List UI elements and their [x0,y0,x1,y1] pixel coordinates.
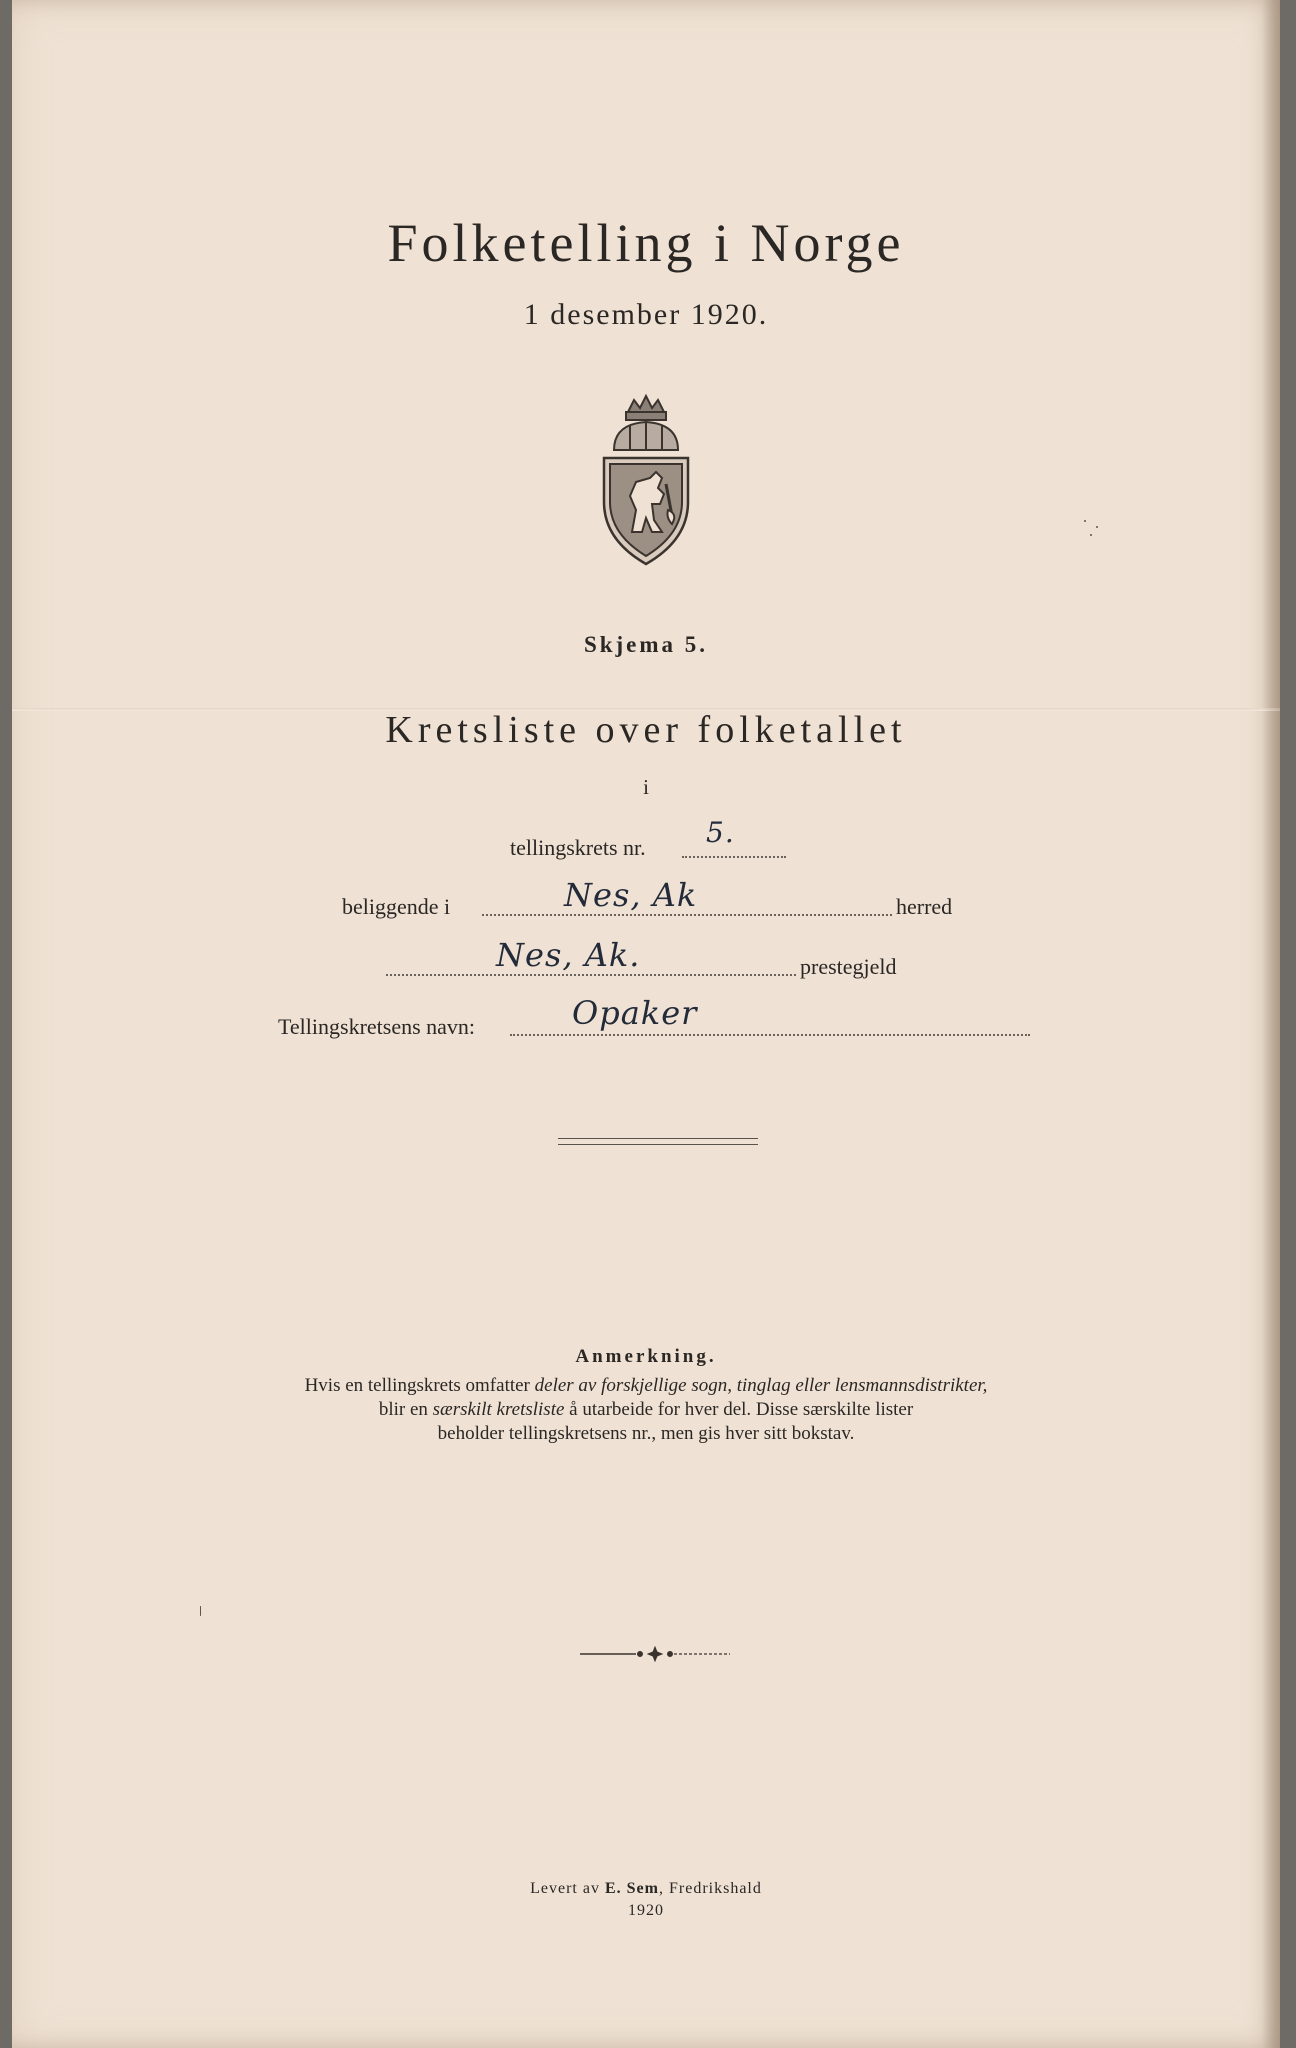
printer-line [12,1880,1280,1898]
census-form-page [12,0,1280,2048]
document-date: 1 desember 1920. [523,298,769,331]
note-line-2-text-a: blir en [378,1399,433,1420]
paper-speck [1084,520,1086,522]
parish-line [386,974,796,976]
norwegian-coat-of-arms-icon [596,392,696,568]
form-heading: Kretsliste over folketallet [385,709,907,751]
district-number-label: tellingskrets nr. [510,835,646,860]
note-line-2-text-c: å utarbeide for hver del. Disse særskilte lister [564,1399,914,1420]
note-line-1 [12,1374,1280,1398]
herred-label: herred [896,894,953,919]
ornament-divider-icon [580,1646,730,1662]
printer-place: , Fredrikshald [658,1880,762,1897]
form-number: Skjema 5. [583,632,709,657]
district-number-value: 5. [706,816,735,849]
district-name-value: Opaker [572,994,698,1032]
district-number-line [682,856,786,858]
paper-speck [1090,534,1092,536]
note-line-2 [12,1398,1280,1422]
note-line-1-text: Hvis en tellingskrets omfatter [304,1375,535,1396]
parish-label: prestegjeld [800,954,897,979]
located-line [482,914,892,916]
note-heading: Anmerkning. [575,1346,717,1367]
district-name-line [510,1034,1030,1036]
document-title: Folketelling i Norge [387,213,905,273]
note-line-2-italic: særskilt kretsliste [432,1399,565,1420]
note-line-1-italic: deler av forskjellige sogn, tinglag eller lensmannsdistrikter, [534,1375,988,1396]
printer-pre: Levert av [530,1880,605,1897]
paper-speck [1096,526,1098,528]
located-label: beliggende i [342,894,451,919]
located-value: Nes, Ak [564,876,698,914]
printer-name: E. Sem [604,1880,659,1897]
double-rule-top [558,1138,758,1139]
double-rule-bottom [558,1144,758,1145]
connector-word: i [643,775,649,799]
parish-value: Nes, Ak. [496,936,641,974]
paper-speck [200,1606,201,1616]
note-line-3: beholder tellingskretsens nr., men gis hver sitt bokstav. [437,1423,855,1444]
district-name-label: Tellingskretsens navn: [278,1014,476,1039]
printer-year: 1920 [628,1902,664,1919]
